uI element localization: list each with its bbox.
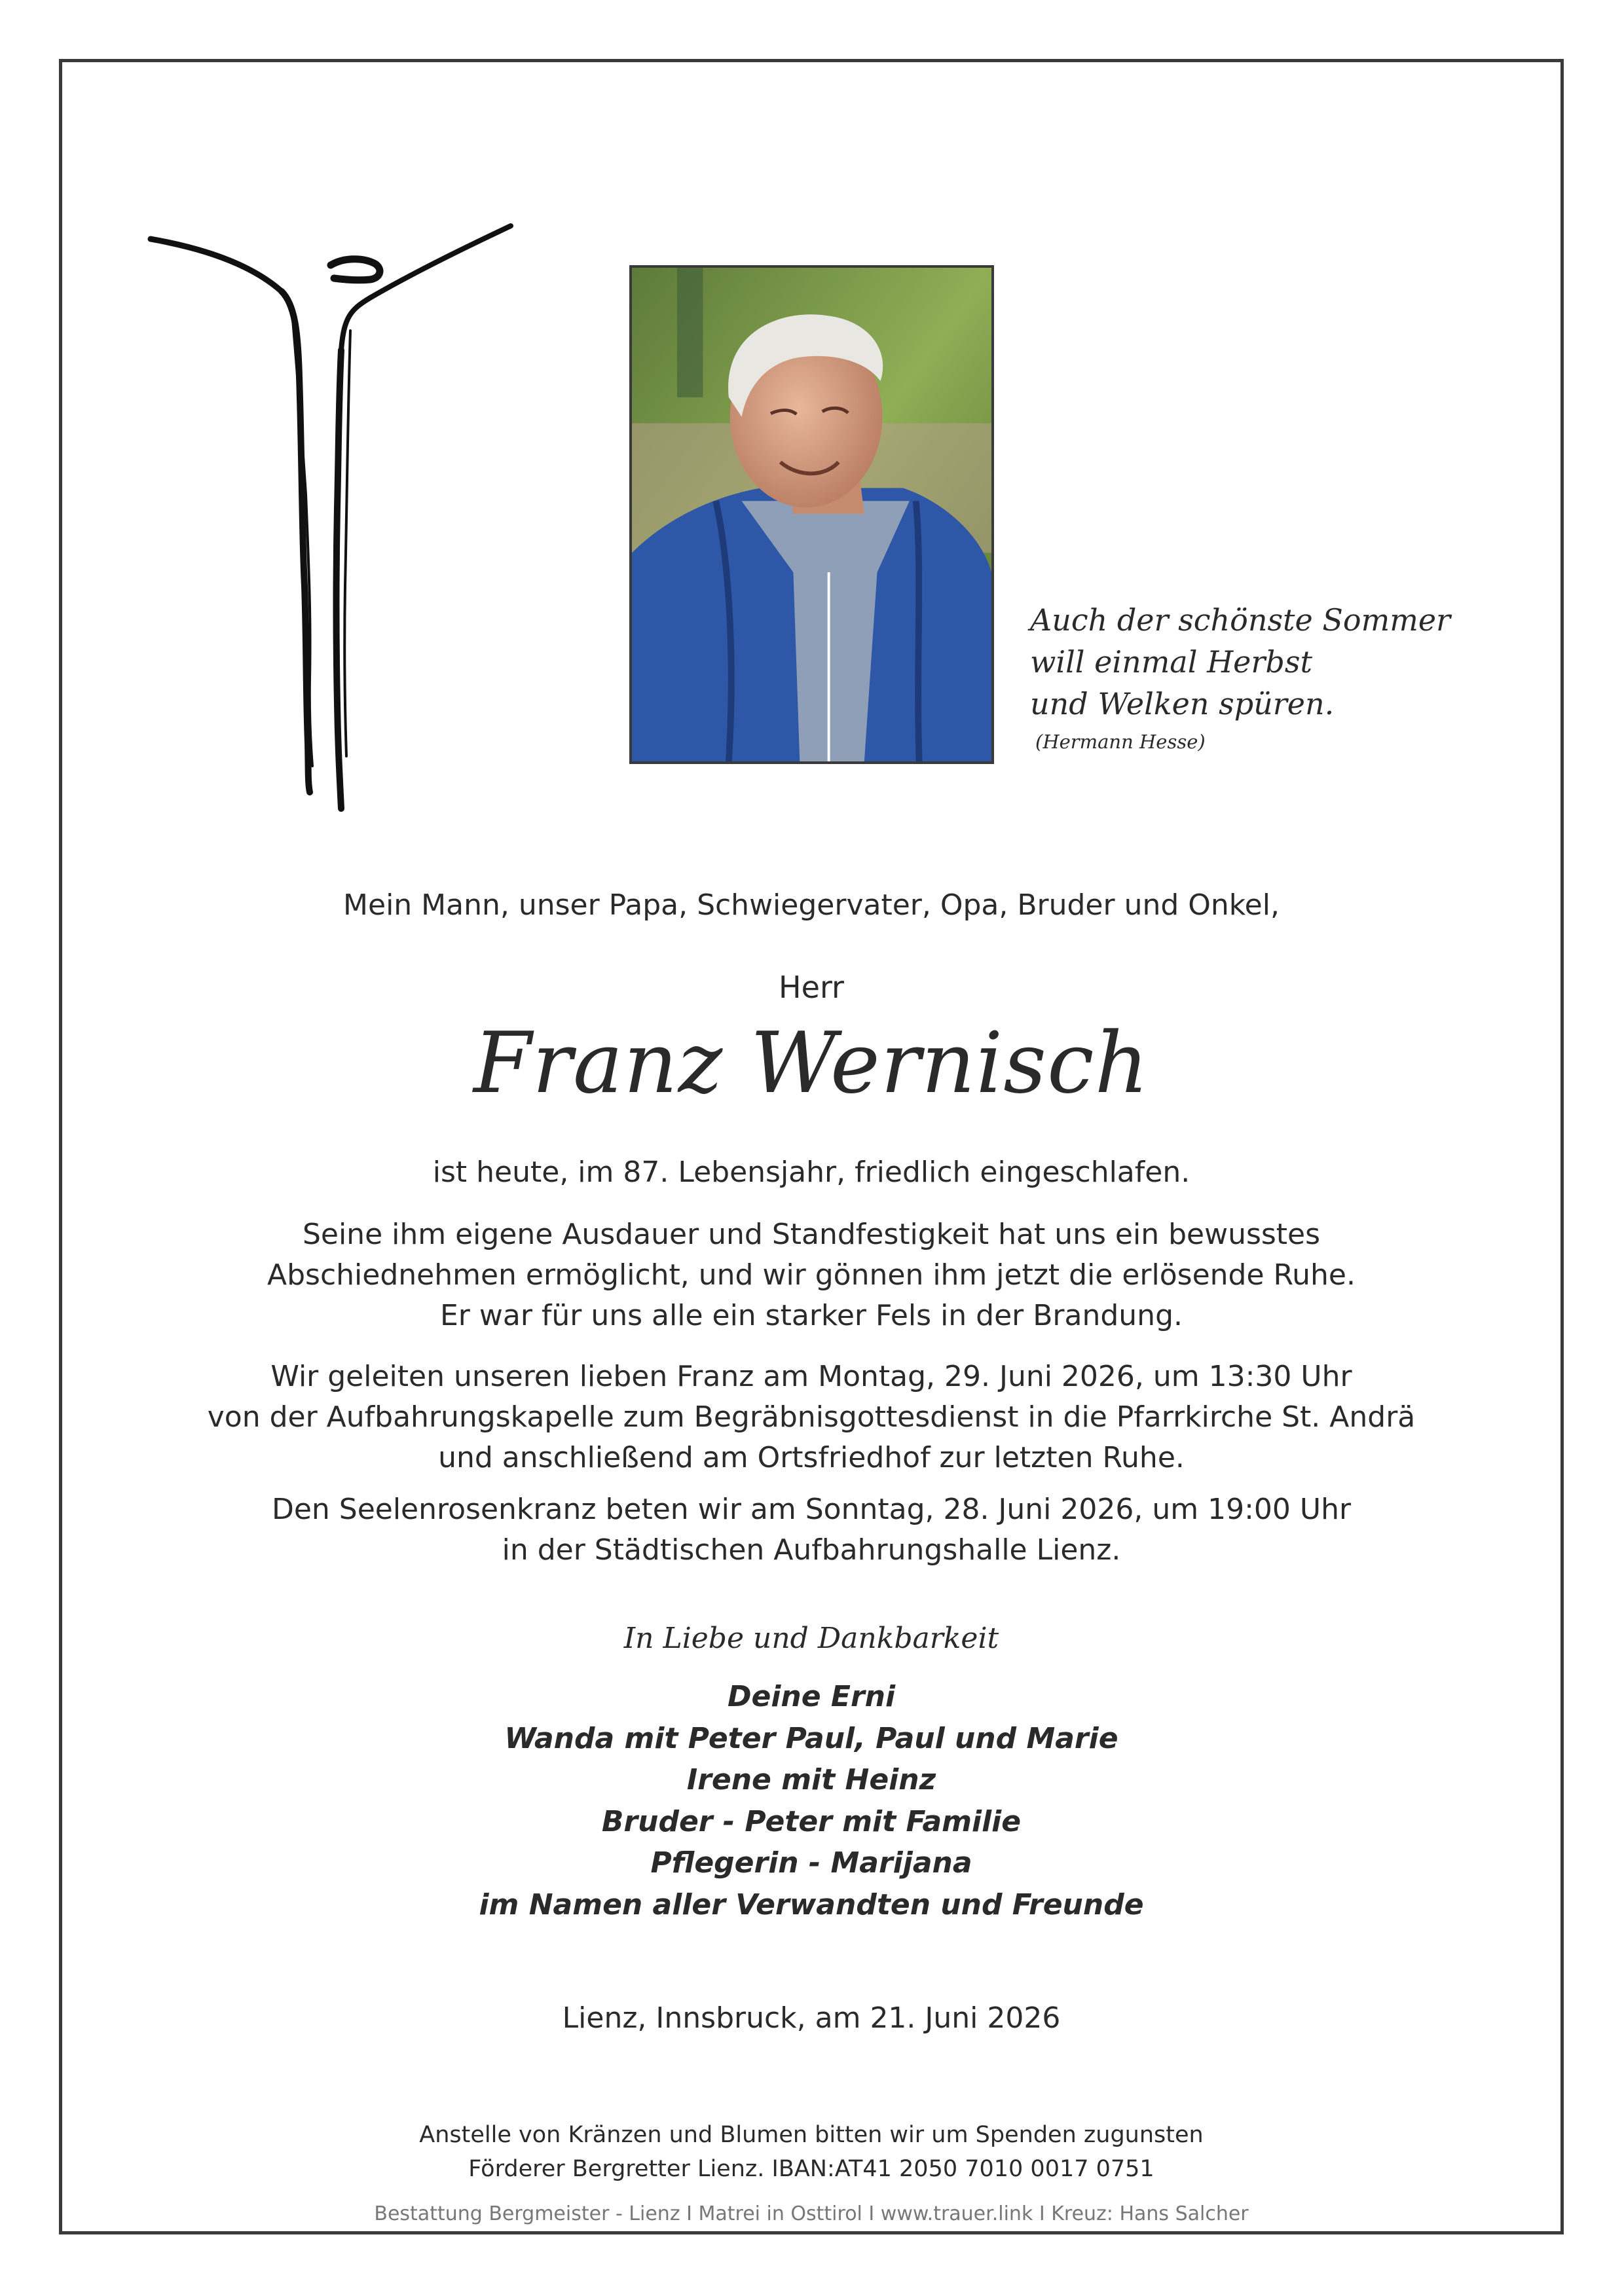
cross-icon [147, 219, 514, 822]
honorific: Herr [779, 970, 844, 1005]
paragraph-rosary [59, 1489, 1564, 1571]
mourner-entry: Wanda mit Peter Paul, Paul und Marie [504, 1721, 1118, 1755]
paragraph-line: Den Seelenrosenkranz beten wir am Sonntag, 28. Juni 2026, um 19:00 Uhr [271, 1493, 1352, 1526]
mourner-entry: Deine Erni [727, 1680, 896, 1713]
mourner-entry: Irene mit Heinz [686, 1763, 936, 1796]
deceased-name: Franz Wernisch [473, 1015, 1150, 1112]
paragraph-line: und anschließend am Ortsfriedhof zur letzten Ruhe. [438, 1441, 1185, 1474]
paragraph-line: Wir geleiten unseren lieben Franz am Montag, 29. Juni 2026, um 13:30 Uhr [270, 1360, 1352, 1393]
mourner-entry: Bruder - Peter mit Familie [601, 1804, 1022, 1838]
donation-line: Anstelle von Kränzen und Blumen bitten wir um Spenden zugunsten [419, 2122, 1204, 2148]
donation-note [59, 2118, 1564, 2186]
poem-quote [1030, 599, 1488, 755]
paragraph-line: Abschiednehmen ermöglicht, und wir gönnen ihm jetzt die erlösende Ruhe. [267, 1258, 1356, 1292]
donation-line: Förderer Bergretter Lienz. IBAN:AT41 2050 7010 0017 0751 [468, 2156, 1154, 2182]
paragraph-line: Seine ihm eigene Ausdauer und Standfestigkeit hat uns ein bewusstes [302, 1218, 1321, 1251]
place-date: Lienz, Innsbruck, am 21. Juni 2026 [562, 2001, 1061, 2035]
paragraph-line: in der Städtischen Aufbahrungshalle Lienz. [502, 1533, 1121, 1567]
quote-line: Auch der schönste Sommer [1030, 602, 1451, 638]
portrait-photo [629, 265, 994, 764]
paragraph-line: von der Aufbahrungskapelle zum Begräbnisgottesdienst in die Pfarrkirche St. Andrä [207, 1400, 1416, 1434]
paragraph-line: Er war für uns alle ein starker Fels in der Brandung. [440, 1299, 1183, 1332]
love-text: In Liebe und Dankbarkeit [623, 1622, 999, 1655]
paragraph-funeral [59, 1357, 1564, 1478]
footer-credits: Bestattung Bergmeister - Lienz I Matrei in Osttirol I www.trauer.link I Kreuz: Hans Salcher [374, 2202, 1249, 2225]
paragraph-tribute [59, 1214, 1564, 1336]
mourner-entry: Pflegerin - Marijana [650, 1846, 972, 1880]
quote-author: (Hermann Hesse) [1035, 731, 1206, 753]
age-text: ist heute, im 87. Lebensjahr, friedlich eingeschlafen. [432, 1156, 1190, 1189]
quote-line: will einmal Herbst [1030, 644, 1312, 680]
intro-text: Mein Mann, unser Papa, Schwiegervater, Opa, Bruder und Onkel, [343, 888, 1280, 922]
quote-line: und Welken spüren. [1030, 686, 1335, 721]
mourners-list [59, 1676, 1564, 1925]
mourner-entry: im Namen aller Verwandten und Freunde [479, 1887, 1144, 1922]
